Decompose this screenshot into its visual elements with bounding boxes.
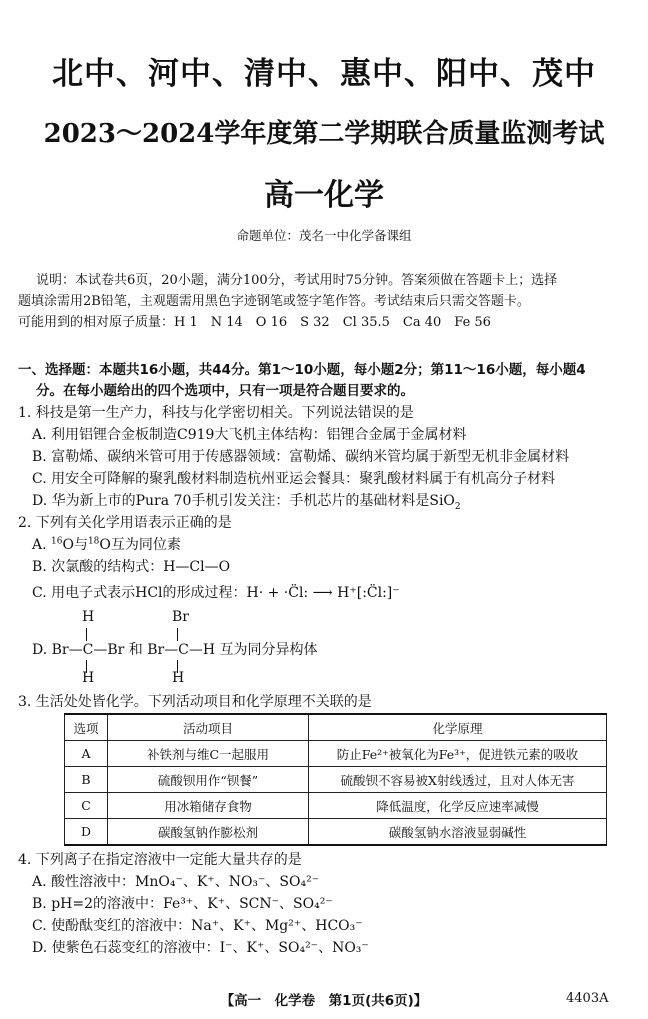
q3-row-c-principle: 降低温度，化学反应速率减慢 bbox=[309, 793, 607, 819]
q1-option-a: A. 利用铝锂合金板制造C919大飞机主体结构：铝锂合金属于金属材料 bbox=[32, 427, 467, 443]
q2-option-b: B. 次氯酸的结构式：H—Cl—O bbox=[32, 559, 231, 575]
table-row bbox=[65, 819, 607, 846]
subject-title: 高一化学 bbox=[264, 178, 384, 213]
q3-row-b-principle: 硫酸钡不容易被X射线透过，且对人体无害 bbox=[309, 767, 607, 793]
q4-option-d: D. 使紫色石蕊变红的溶液中：I⁻、K⁺、SO₄²⁻、NO₃⁻ bbox=[32, 940, 369, 956]
q1-option-d bbox=[32, 491, 461, 511]
table-row bbox=[65, 793, 607, 819]
q1-option-d-text: D. 华为新上市的Pura 70手机引发关注：手机芯片的基础材料是SiO bbox=[32, 493, 455, 509]
table-row bbox=[65, 767, 607, 793]
instructions-line-2: 题填涂需用2B铅笔，主观题需用黑色字迹钢笔或签字笔作答。考试结束后只需交答题卡。 bbox=[18, 294, 530, 309]
q2-d-br-top-right: Br bbox=[172, 609, 189, 625]
exam-title: 2023～2024学年度第二学期联合质量监测考试 bbox=[43, 119, 605, 149]
q4-option-c: C. 使酚酞变红的溶液中：Na⁺、K⁺、Mg²⁺、HCO₃⁻ bbox=[32, 918, 363, 934]
q1-option-b: B. 富勒烯、碳纳米管可用于传感器领域：富勒烯、碳纳米管均属于新型无机非金属材料 bbox=[32, 449, 570, 465]
section-heading-line-2: 分。在每小题给出的四个选项中，只有一项是符合题目要求的。 bbox=[36, 383, 414, 399]
q2-stem: 2. 下列有关化学用语表示正确的是 bbox=[18, 515, 232, 531]
q3-table-header bbox=[65, 714, 607, 741]
q2-option-c: C. 用电子式表示HCl的形成过程：H· + ·C̈l: ⟶ H⁺[:C̈l:]⁻ bbox=[32, 585, 400, 601]
q1-option-c: C. 用安全可降解的聚乳酸材料制造杭州亚运会餐具：聚乳酸材料属于有机高分子材料 bbox=[32, 471, 556, 487]
q3-header-option: 选项 bbox=[65, 714, 108, 741]
q3-row-b-option: B bbox=[65, 767, 108, 793]
q2-a-suffix: O互为同位素 bbox=[99, 537, 181, 553]
page-footer: 【高一 化学卷 第1页(共6页)】 bbox=[220, 993, 428, 1009]
q3-table bbox=[64, 713, 607, 846]
q3-row-a-activity: 补铁剂与维C一起服用 bbox=[108, 741, 309, 767]
q2-a-mass-18: 18 bbox=[87, 536, 100, 547]
q4-option-b: B. pH=2的溶液中：Fe³⁺、K⁺、SCN⁻、SO₄²⁻ bbox=[32, 896, 333, 912]
q3-row-c-option: C bbox=[65, 793, 108, 819]
q4-option-a: A. 酸性溶液中：MnO₄⁻、K⁺、NO₃⁻、SO₄²⁻ bbox=[32, 874, 320, 890]
q3-row-c-activity: 用冰箱储存食物 bbox=[108, 793, 309, 819]
q2-a-prefix: A. bbox=[32, 537, 52, 553]
table-row bbox=[65, 741, 607, 767]
schools-title: 北中、河中、清中、惠中、阳中、茂中 bbox=[52, 56, 596, 92]
q2-d-h-top-left: H bbox=[82, 609, 95, 625]
q3-row-b-activity: 硫酸钡用作“钡餐” bbox=[108, 767, 309, 793]
q4-stem: 4. 下列离子在指定溶液中一定能大量共存的是 bbox=[18, 852, 302, 868]
q3-row-a-option: A bbox=[65, 741, 108, 767]
section-heading-line-1: 一、选择题：本题共16小题，共44分。第1～10小题，每小题2分；第11～16小题，每小题4 bbox=[18, 362, 586, 378]
q2-a-mid: O与 bbox=[62, 537, 88, 553]
paper-code: 4403A bbox=[566, 991, 609, 1006]
q3-row-d-option: D bbox=[65, 819, 108, 846]
q3-stem: 3. 生活处处皆化学。下列活动项目和化学原理不关联的是 bbox=[18, 694, 372, 710]
q2-option-d: D. Br—C—Br 和 Br—C—H 互为同分异构体 bbox=[32, 642, 318, 658]
q2-option-a bbox=[32, 535, 181, 555]
q2-d-h-bottom-left: H bbox=[82, 670, 95, 686]
q2-d-h-bottom-right: H bbox=[172, 670, 185, 686]
instructions-line-1: 说明：本试卷共6页，20小题，满分100分，考试用时75分钟。答案须做在答题卡上；选择 bbox=[36, 273, 558, 288]
q3-header-activity: 活动项目 bbox=[108, 714, 309, 741]
atomic-mass-line: 可能用到的相对原子质量：H 1 N 14 O 16 S 32 Cl 35.5 Ca 40 Fe 56 bbox=[18, 315, 491, 330]
q1-option-d-subscript: 2 bbox=[454, 501, 461, 512]
q3-row-a-principle: 防止Fe²⁺被氧化为Fe³⁺，促进铁元素的吸收 bbox=[309, 741, 607, 767]
q3-row-d-activity: 碳酸氢钠作膨松剂 bbox=[108, 819, 309, 846]
q3-row-d-principle: 碳酸氢钠水溶液显弱碱性 bbox=[309, 819, 607, 846]
q1-stem: 1. 科技是第一生产力，科技与化学密切相关。下列说法错误的是 bbox=[18, 405, 414, 421]
q2-a-mass-16: 16 bbox=[51, 536, 63, 547]
q3-header-principle: 化学原理 bbox=[309, 714, 607, 741]
setter-line: 命题单位：茂名一中化学备课组 bbox=[236, 228, 412, 243]
